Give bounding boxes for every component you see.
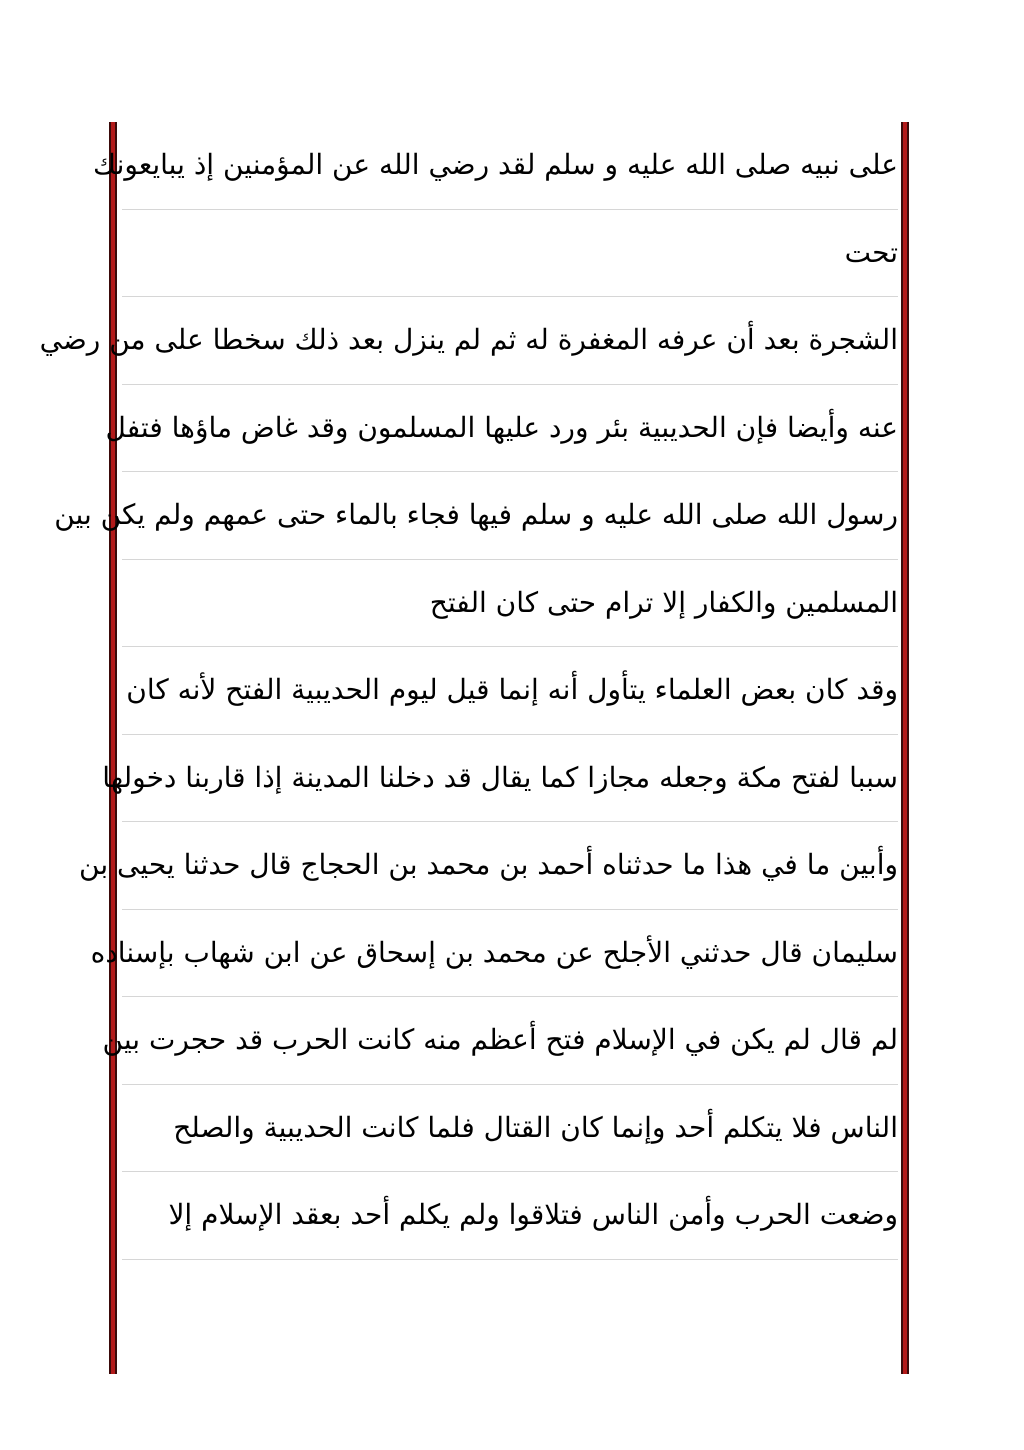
line-text: على نبيه صلى الله عليه و سلم لقد رضي الله عن المؤمنين إذ يبايعونك [92,148,898,182]
text-line [90,910,898,998]
text-line [79,822,898,910]
line-text: تحت [844,235,898,269]
left-border-rule [109,122,117,1374]
line-text: عنه وأيضا فإن الحديبية بئر ورد عليها المسلمون وقد غاض ماؤها فتفل [105,410,898,444]
text-line [102,997,898,1085]
right-border-rule [901,122,909,1374]
line-text: وقد كان بعض العلماء يتأول أنه إنما قيل ليوم الحديبية الفتح لأنه كان [126,673,898,707]
line-text: سببا لفتح مكة وجعله مجازا كما يقال قد دخلنا المدينة إذا قاربنا دخولها [102,760,898,794]
text-line [122,1085,898,1173]
line-text: رسول الله صلى الله عليه و سلم فيها فجاء بالماء حتى عمهم ولم يكن بين [54,498,898,532]
text-line [122,647,898,735]
text-line [102,735,898,823]
text-line [122,1172,898,1260]
line-text: سليمان قال حدثني الأجلح عن محمد بن إسحاق عن ابن شهاب بإسناده [90,935,898,969]
line-text: المسلمين والكفار إلا ترام حتى كان الفتح [429,585,898,619]
line-text: الناس فلا يتكلم أحد وإنما كان القتال فلما كانت الحديبية والصلح [173,1110,898,1144]
line-text: وأبين ما في هذا ما حدثناه أحمد بن محمد بن الحجاج قال حدثنا يحيى بن [79,848,898,882]
line-text: لم قال لم يكن في الإسلام فتح أعظم منه كانت الحرب قد حجرت بين [102,1023,898,1057]
text-line [122,560,898,648]
text-line [122,210,898,298]
text-line [54,472,898,560]
text-line [39,297,898,385]
line-text: الشجرة بعد أن عرفه المغفرة له ثم لم ينزل بعد ذلك سخطا على من رضي [39,323,898,357]
text-line [105,385,898,473]
text-line [92,122,898,210]
line-text: وضعت الحرب وأمن الناس فتلاقوا ولم يكلم أحد بعقد الإسلام إلا [168,1198,898,1232]
text-body [39,122,898,1260]
